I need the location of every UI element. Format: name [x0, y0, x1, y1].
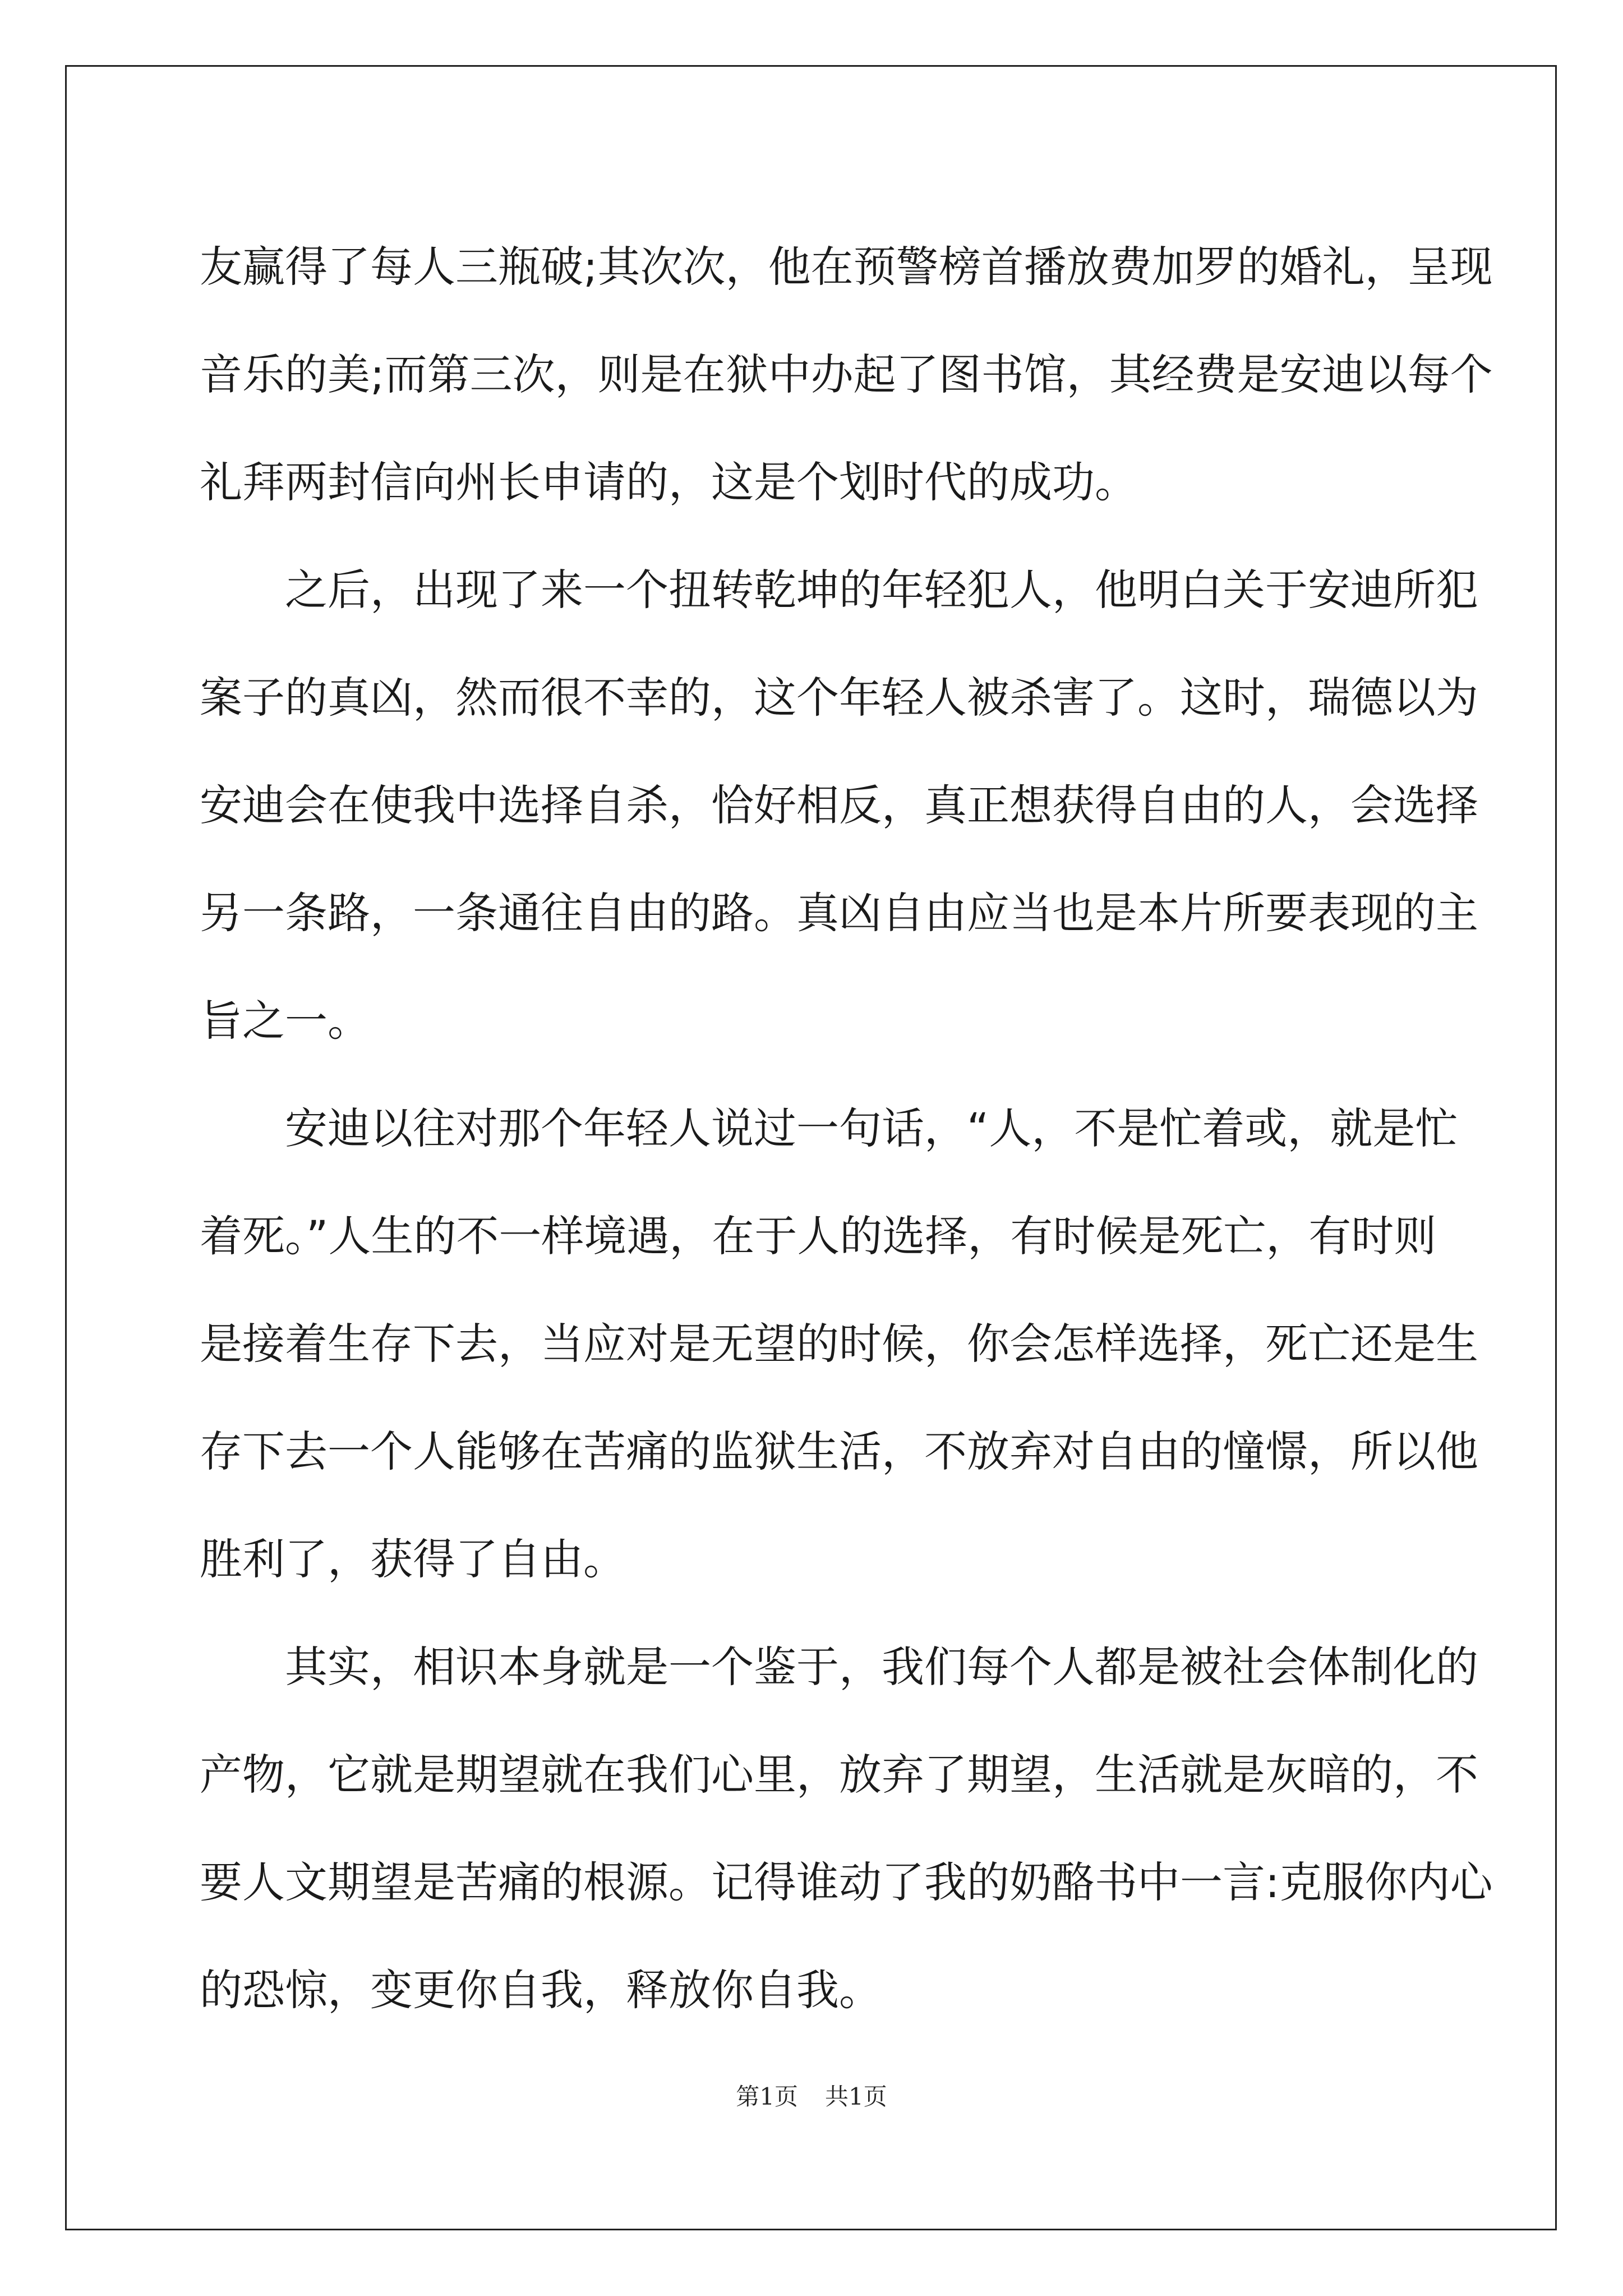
page-number: 第1页: [736, 2083, 798, 2110]
paragraph-1: [200, 213, 1493, 536]
page-footer: [0, 2080, 1623, 2114]
text-line: 友赢得了每人三瓶破;其次次，他在预警榜首播放费加罗的婚礼，呈现: [200, 242, 1493, 292]
paragraph-3: [200, 1075, 1478, 1613]
text-line: 安迪会在使我中选择自杀，恰好相反，真正想获得自由的人，会选择: [200, 780, 1478, 830]
text-line: 产物，它就是期望就在我们心里，放弃了期望，生活就是灰暗的，不: [200, 1750, 1478, 1800]
page-total: 共1页: [825, 2083, 887, 2110]
text-line: 音乐的美;而第三次，则是在狱中办起了图书馆，其经费是安迪以每个: [200, 349, 1493, 399]
text-line: 之后，出现了来一个扭转乾坤的年轻犯人，他明白关于安迪所犯: [285, 565, 1478, 615]
text-line: 其实，相识本身就是一个鉴于，我们每个人都是被社会体制化的: [285, 1642, 1478, 1692]
text-line: 另一条路，一条通往自由的路。真凶自由应当也是本片所要表现的主: [200, 888, 1478, 938]
text-line: 礼拜两封信向州长申请的，这是个划时代的成功。: [200, 457, 1137, 507]
text-line: 要人文期望是苦痛的根源。记得谁动了我的奶酪书中一言:克服你内心: [200, 1857, 1493, 1907]
text-line: 案子的真凶，然而很不幸的，这个年轻人被杀害了。这时，瑞德以为: [200, 673, 1478, 723]
paragraph-2: [200, 536, 1478, 1075]
text-line: 着死。”人生的不一样境遇，在于人的选择，有时候是死亡，有时则: [200, 1211, 1437, 1261]
text-line: 存下去一个人能够在苦痛的监狱生活，不放弃对自由的憧憬，所以他: [200, 1427, 1478, 1476]
text-line: 安迪以往对那个年轻人说过一句话，“人，不是忙着或，就是忙: [285, 1103, 1458, 1153]
text-line: 是接着生存下去，当应对是无望的时候，你会怎样选择，死亡还是生: [200, 1319, 1478, 1369]
paragraph-4: [200, 1613, 1493, 2044]
text-line: 胜利了，获得了自由。: [200, 1534, 626, 1584]
document-body: [200, 213, 1493, 2044]
text-line: 的恐惊，变更你自我，释放你自我。: [200, 1965, 882, 2015]
text-line: 旨之一。: [200, 996, 370, 1046]
